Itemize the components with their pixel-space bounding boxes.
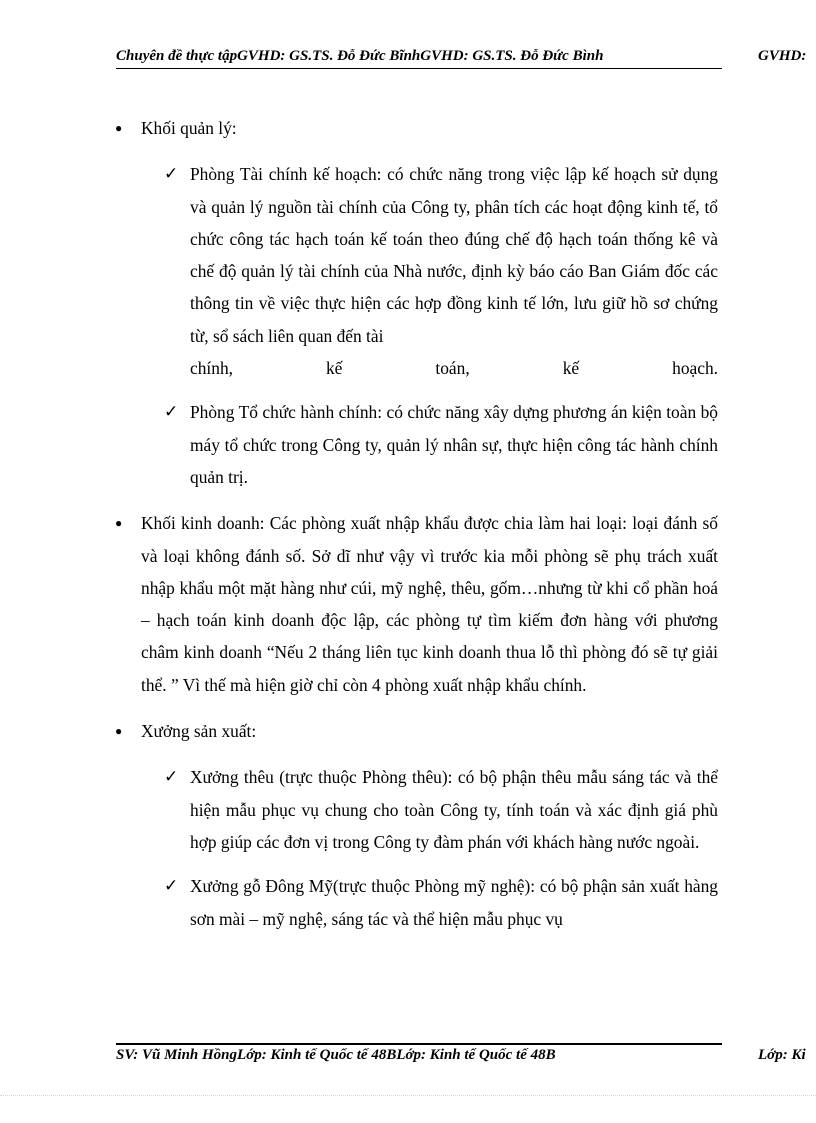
bullet-dot-icon: ● xyxy=(115,724,123,739)
bullet-xuong-san-xuat xyxy=(0,715,718,747)
word: hoạch. xyxy=(672,358,718,379)
footer-rule xyxy=(116,1043,722,1045)
document-body xyxy=(0,112,816,935)
check-item-xuong-theu xyxy=(0,761,718,858)
checkmark-icon: ✓ xyxy=(164,876,179,896)
footer-left-text: SV: Vũ Minh HồngLớp: Kinh tế Quốc tế 48BLớp: Kinh tế Quốc tế 48B xyxy=(116,1047,556,1063)
check-item-text: Xưởng thêu (trực thuộc Phòng thêu): có bộ phận thêu mẫu sáng tác và thể hiện mẫu phục vụ chung cho toàn Công ty, tính toán và xác định giá phù hợp giúp các đơn vị trong Công ty đàm phán với khách hàng nước ngoài. xyxy=(190,767,718,852)
bullet-paragraph: Khối kinh doanh: Các phòng xuất nhập khẩu được chia làm hai loại: loại đánh số và loại không đánh số. Sở dĩ như vậy vì trước kia mỗi phòng sẽ phụ trách xuất nhập khẩu một mặt hàng như cúi, mỹ nghệ, thêu, gốm…nhưng từ khi cổ phần hoá – hạch toán kinh doanh độc lập, các phòng tự tìm kiếm đơn hàng với phương châm kinh doanh “Nếu 2 tháng liên tục kinh doanh thua lỗ thì phòng đó sẽ tự giải thể. ” Vì thế mà hiện giờ chỉ còn 4 phòng xuất nhập khẩu chính. xyxy=(141,513,718,695)
word: chính, xyxy=(190,358,233,379)
check-item-xuong-go xyxy=(0,870,718,935)
header-right-text: GVHD: xyxy=(758,48,807,64)
word: kế xyxy=(325,358,343,379)
check-item-phong-to-chuc xyxy=(0,396,718,493)
checkmark-icon: ✓ xyxy=(164,767,179,787)
header-rule xyxy=(116,68,722,69)
page-footer xyxy=(116,1047,816,1069)
bullet-khoi-kinh-doanh xyxy=(0,507,718,701)
check-item-phong-tai-chinh xyxy=(0,158,718,384)
check-item-text: Phòng Tài chính kế hoạch: có chức năng trong việc lập kế hoạch sử dụng và quản lý nguồn tài chính của Công ty, phân tích các hoạt động kinh tế, tổ chức công tác hạch toán kế toán theo đúng chế độ hạch toán thống kê và chế độ quản lý tài chính của Nhà nước, định kỳ báo cáo Ban Giám đốc các thông tin về việc thực hiện các hợp đồng kinh tế lớn, lưu giữ hồ sơ chứng từ, sổ sách liên quan đến tài xyxy=(190,164,718,346)
page-header xyxy=(116,48,816,70)
bullet-text: Xưởng sản xuất: xyxy=(141,721,257,742)
checkmark-icon: ✓ xyxy=(164,164,179,184)
check-item-last-line xyxy=(190,352,718,384)
bullet-khoi-quan-ly xyxy=(0,112,718,144)
check-item-text: Xưởng gỗ Đông Mỹ(trực thuộc Phòng mỹ nghệ): có bộ phận sản xuất hàng sơn mài – mỹ nghệ, sáng tác và thể hiện mẫu phục vụ xyxy=(190,876,718,929)
page-bottom-divider xyxy=(0,1095,816,1096)
bullet-dot-icon: ● xyxy=(115,121,123,135)
word: kế xyxy=(562,358,580,379)
check-item-text: Phòng Tổ chức hành chính: có chức năng xây dựng phương án kiện toàn bộ máy tổ chức trong Công ty, quản lý nhân sự, thực hiện công tác hành chính quản trị. xyxy=(190,402,718,487)
footer-right-text: Lớp: Ki xyxy=(758,1047,806,1063)
checkmark-icon: ✓ xyxy=(164,402,179,422)
bullet-text: Khối quản lý: xyxy=(141,118,237,138)
header-left-text: Chuyên đề thực tậpGVHD: GS.TS. Đỗ Đức BĩnhGVHD: GS.TS. Đỗ Đức Bình xyxy=(116,48,604,64)
bullet-dot-icon: ● xyxy=(115,516,123,531)
word: toán, xyxy=(435,358,470,379)
